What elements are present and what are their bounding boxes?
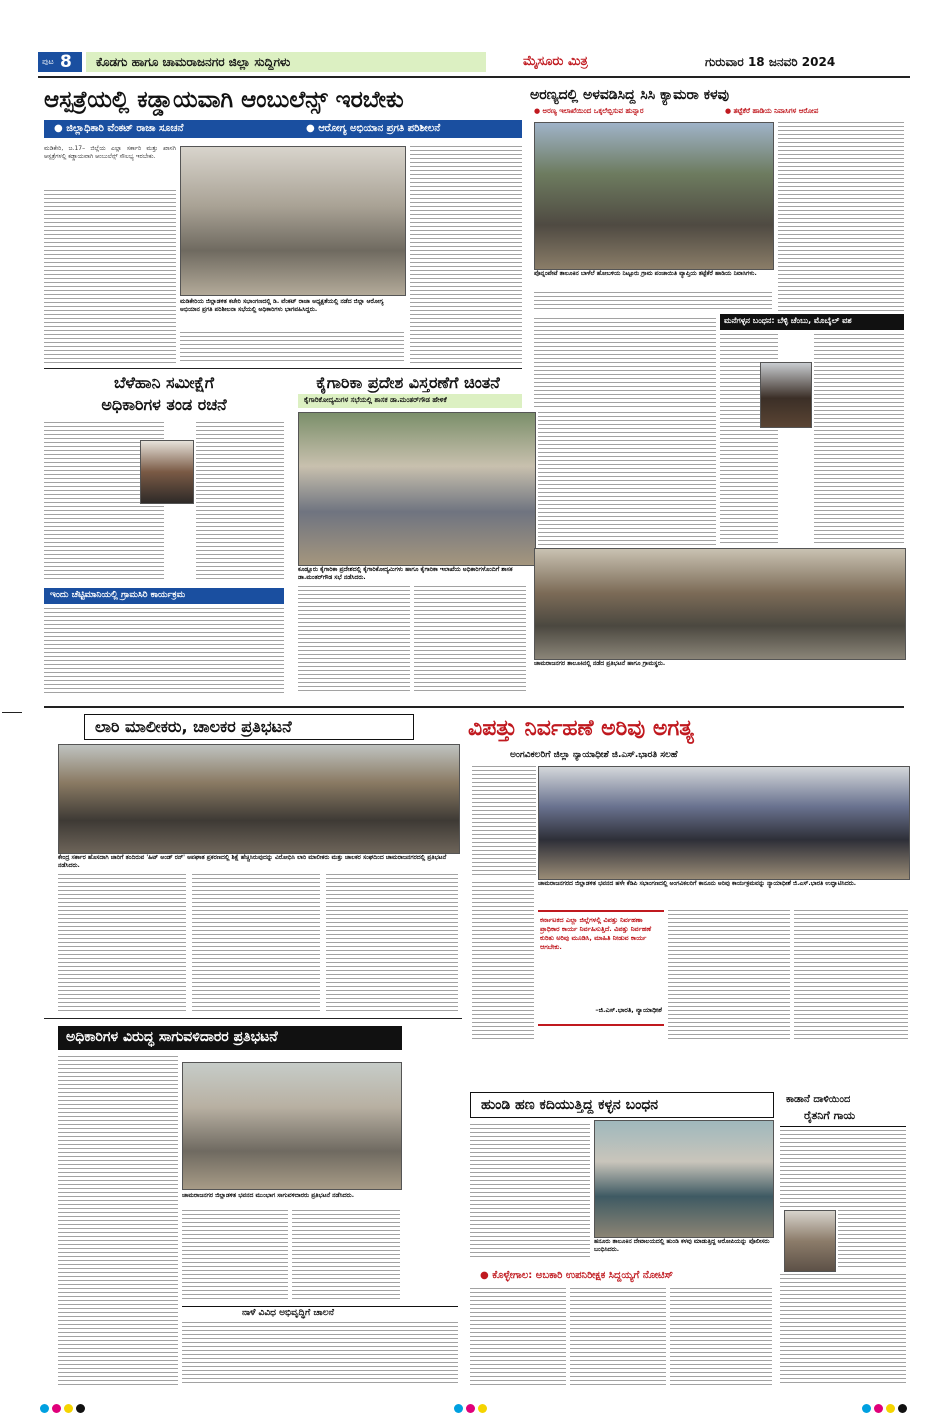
registration-dot-yellow-left <box>64 1404 73 1413</box>
lorry-protest-photo <box>58 744 460 854</box>
industry-body-right <box>414 586 526 694</box>
ambulance-subhead-2: ● ಆರೋಗ್ಯ ಅಭಿಯಾನ ಪ್ರಗತಿ ಪರಿಶೀಲನೆ <box>306 123 441 134</box>
arrest-headline: ಮನೆಗಳ್ಳನ ಬಂಧನ: ಬೆಳ್ಳಿ ಚೆಂಬು, ಮೊಬೈಲ್ ವಶ <box>724 316 852 325</box>
protest-body-col2 <box>182 1210 288 1302</box>
protest-crowd-photo <box>182 1062 402 1190</box>
protest-body-col1 <box>58 1056 178 1386</box>
page-number-badge <box>38 52 82 72</box>
tomorrow-body <box>182 1322 458 1386</box>
cctv-subhead-2: ● ತಟ್ಟೆಕೆರೆ ಹಾಡಿಯ ನಿವಾಸಿಗಳ ಆರೋಪ <box>725 107 819 115</box>
disaster-body-top <box>472 766 536 878</box>
kollegal-body-col3 <box>670 1288 772 1386</box>
arrest-suspect-photo <box>760 362 812 428</box>
kollegal-body-col1 <box>470 1288 566 1386</box>
cctv-headline: ಅರಣ್ಯದಲ್ಲಿ ಅಳವಡಿಸಿದ್ದ ಸಿಸಿ ಕ್ಯಾಮರಾ ಕಳವು <box>530 87 730 103</box>
elephant-headline-box <box>780 1092 906 1127</box>
arrest-body-right <box>814 334 904 544</box>
elephant-body-side <box>838 1210 906 1270</box>
protest-photo-caption: ಚಾಮರಾಜನಗರ ಜಿಲ್ಲಾಡಳಿತ ಭವನದ ಮುಂಭಾಗ ಸಾಗುವಳಿದಾರರು ಪ್ರತಿಭಟನೆ ನಡೆಸಿದರು. <box>182 1192 354 1199</box>
elephant-body-bottom <box>780 1274 906 1386</box>
tomorrow-headline: ನಾಳೆ ವಿವಿಧ ಅಭಿವೃದ್ಧಿಗೆ ಚಾಲನೆ <box>242 1308 334 1318</box>
registration-dot-black-right <box>898 1404 907 1413</box>
registration-dot-magenta-left <box>52 1404 61 1413</box>
tomorrow-headline-bar <box>182 1306 458 1321</box>
registration-dot-black-left <box>76 1404 85 1413</box>
elephant-headline-1: ಕಾಡಾನೆ ದಾಳಿಯಿಂದ <box>786 1094 851 1105</box>
divider-upper-half <box>44 706 904 708</box>
disaster-event-photo <box>538 766 910 880</box>
protest-body-col3 <box>292 1210 400 1302</box>
disaster-photo-caption: ಚಾಮರಾಜನಗರದ ಜಿಲ್ಲಾಡಳಿತ ಭವನದ ಹಳೇ ಕೆಡಿಪಿ ಸಭಾಂಗಣದಲ್ಲಿ ಅಂಗವಿಕಲರಿಗೆ ಕಾನೂನು ಅರಿವು ಕಾರ್ಯಕ್ರಮವನ್ನು ನ್ಯಾಯಾಧೀಶೆ ಜಿ.ಎಸ್.ಭಾರತಿ ಉದ್ಘಾಟಿಸಿದರು. <box>538 880 857 887</box>
cctv-subheads <box>530 104 902 118</box>
industry-headline: ಕೈಗಾರಿಕಾ ಪ್ರದೇಶ ವಿಸ್ತರಣೆಗೆ ಚಿಂತನೆ <box>316 373 500 392</box>
elephant-body-top <box>780 1130 906 1210</box>
industry-meeting-photo <box>298 412 536 566</box>
disaster-body-col4 <box>794 910 908 1042</box>
protest-headline: ಅಧಿಕಾರಿಗಳ ವಿರುದ್ಧ ಸಾಗುವಳಿದಾರರ ಪ್ರತಿಭಟನೆ <box>66 1029 278 1045</box>
lorry-body-col1 <box>58 874 186 1014</box>
arrest-group-caption: ಚಾಮರಾಜನಗರ ತಾಲೂಕಿನಲ್ಲಿ ನಡೆದ ಪ್ರತಿಭಟನೆ ಹಾಗೂ ಗ್ರಾಮಸ್ಥರು. <box>534 660 666 667</box>
cctv-body-right <box>778 122 904 312</box>
team-body-col2 <box>196 422 284 582</box>
divider-lower <box>44 1018 462 1019</box>
team-official-photo <box>140 440 194 504</box>
ambulance-photo-caption: ಮಡಿಕೇರಿಯ ಜಿಲ್ಲಾಡಳಿತ ಕಚೇರಿ ಸಭಾಂಗಣದಲ್ಲಿ ಡಿ. ವೆಂಕಟ್ ರಾಜಾ ಅಧ್ಯಕ್ಷತೆಯಲ್ಲಿ ನಡೆದ ಜಿಲ್ಲಾ ಆರೋಗ್ಯ ಅಭಿಯಾನ ಪ್ರಗತಿ ಪರಿಶೀಲನಾ ಸಭೆಯಲ್ಲಿ ಅಧಿಕಾರಿಗಳು ಭಾಗವಹಿಸಿದ್ದರು. <box>180 298 384 313</box>
crop-mark-left <box>2 712 22 713</box>
arrest-headline-bar <box>720 314 904 330</box>
cctv-residents-photo <box>534 122 774 270</box>
ambulance-subhead-1: ● ಜಿಲ್ಲಾಧಿಕಾರಿ ವೆಂಕಟ್ ರಾಜಾ ಸೂಚನೆ <box>54 123 184 134</box>
divider-ambulance <box>44 368 522 369</box>
disaster-headline: ವಿಪತ್ತು ನಿರ್ವಹಣೆ ಅರಿವು ಅಗತ್ಯ <box>468 716 694 741</box>
section-banner <box>86 52 486 72</box>
disaster-body-col2 <box>472 882 534 1042</box>
registration-dot-yellow-mid <box>478 1404 487 1413</box>
registration-dot-cyan-right <box>862 1404 871 1413</box>
cctv-body-bottom <box>534 292 772 312</box>
ambulance-body-col1 <box>44 190 176 364</box>
registration-dot-cyan-left <box>40 1404 49 1413</box>
cctv-continued <box>534 318 716 410</box>
industry-subhead-bar <box>298 394 522 408</box>
hundi-arrest-photo <box>594 1120 774 1238</box>
industry-photo-caption: ಕೂಡ್ಲೂರು ಕೈಗಾರಿಕಾ ಪ್ರದೇಶದಲ್ಲಿ ಕೈಗಾರಿಕೋದ್ಯಮಿಗಳು ಹಾಗೂ ಕೈಗಾರಿಕಾ ಇಲಾಖೆಯ ಅಧಿಕಾರಿಗಳೊಂದಿಗೆ ಶಾಸಕ ಡಾ.ಮಂತರ್‌ಗೌಡ ಸಭೆ ನಡೆಸಿದರು. <box>298 566 513 581</box>
cctv-photo-caption: ಪೊನ್ನಂಪೇಟೆ ತಾಲೂಕಿನ ಬಾಳೆಲೆ ಹೋಬಳಿಯ ನಿಟ್ಟೂರು ಗ್ರಾಮ ಪಂಚಾಯಿತಿ ವ್ಯಾಪ್ತಿಯ ತಟ್ಟೆಕೆರೆ ಹಾಡಿಯ ನಿವಾಸಿಗಳು. <box>534 270 757 277</box>
ambulance-meeting-photo <box>180 146 406 296</box>
ambulance-body-col2 <box>180 332 404 364</box>
hundi-headline: ಹುಂಡಿ ಹಣ ಕದಿಯುತ್ತಿದ್ದ ಕಳ್ಳನ ಬಂಧನ <box>481 1097 659 1113</box>
hundi-photo-caption: ಹನೂರು ತಾಲೂಕಿನ ದೇವಾಲಯದಲ್ಲಿ ಹುಂಡಿ ಕಳವು ಮಾಡುತ್ತಿದ್ದ ಆರೋಪಿಯನ್ನು ಪೊಲೀಸರು ಬಂಧಿಸಿದರು. <box>594 1238 770 1253</box>
arrest-group-photo <box>534 548 906 660</box>
disaster-subhead: ಅಂಗವಿಕಲರಿಗೆ ಜಿಲ್ಲಾ ನ್ಯಾಯಾಧೀಶೆ ಜಿ.ಎಸ್.ಭಾರತಿ ಸಲಹೆ <box>510 750 678 760</box>
lorry-body-col3 <box>326 874 458 1014</box>
team-headline-1: ಬೆಳೆಹಾನಿ ಸಮೀಕ್ಷೆಗೆ <box>113 373 215 392</box>
registration-dot-magenta-right <box>874 1404 883 1413</box>
issue-date: ಗುರುವಾರ 18 ಜನವರಿ 2024 <box>705 55 836 69</box>
page-number: 8 <box>60 52 72 72</box>
lorry-photo-caption: ಕೇಂದ್ರ ಸರ್ಕಾರ ಹೊಸದಾಗಿ ಜಾರಿಗೆ ತಂದಿರುವ 'ಹಿಟ್ ಅಂಡ್ ರನ್' ಅಪಘಾತ ಪ್ರಕರಣದಲ್ಲಿ ಶಿಕ್ಷೆ ಹೆಚ್ಚಿಸಿರುವುದನ್ನು ವಿರೋಧಿಸಿ ಲಾರಿ ಮಾಲೀಕರು ಮತ್ತು ಚಾಲಕರ ಸಂಘದಿಂದ ಚಾಮರಾಜನಗರದಲ್ಲಿ ಪ್ರತಿಭಟನೆ ನಡೆಸಿದರು. <box>58 854 447 869</box>
disaster-body-col3 <box>668 910 790 1042</box>
hundi-body-left <box>470 1124 590 1260</box>
kollegal-headline: ● ಕೊಳ್ಳೇಗಾಲ: ಅಬಕಾರಿ ಉಪನಿರೀಕ್ಷಕ ಸಿದ್ದಯ್ಯಗೆ ನೋಟಿಸ್ <box>480 1270 674 1281</box>
kollegal-body-col2 <box>570 1288 666 1386</box>
section-title: ಕೊಡಗು ಹಾಗೂ ಚಾಮರಾಜನಗರ ಜಿಲ್ಲಾ ಸುದ್ದಿಗಳು <box>96 55 291 69</box>
cctv-subhead-1: ● ಅರಣ್ಯ ಇಲಾಖೆಯಿಂದ ಒಕ್ಕಲೆಬ್ಬಿಸುವ ಹುನ್ನಾರ <box>534 107 644 115</box>
protest-headline-bar <box>58 1026 402 1050</box>
ambulance-subhead-bar <box>44 120 522 138</box>
masthead-rule <box>38 76 910 78</box>
disaster-quote-by: –ಜಿ.ಎಸ್.ಭಾರತಿ, ನ್ಯಾಯಾಧೀಶೆ <box>595 1006 662 1014</box>
elephant-victim-photo <box>784 1210 836 1272</box>
industry-body-left <box>298 586 410 694</box>
registration-dot-magenta-mid <box>466 1404 475 1413</box>
lorry-body-col2 <box>192 874 320 1014</box>
lorry-headline: ಲಾರಿ ಮಾಲೀಕರು, ಚಾಲಕರ ಪ್ರತಿಭಟನೆ <box>95 717 292 736</box>
lorry-headline-box <box>84 714 414 740</box>
hundi-headline-box <box>470 1092 774 1118</box>
industry-subhead: ಕೈಗಾರಿಕೋದ್ಯಮಿಗಳ ಸಭೆಯಲ್ಲಿ ಶಾಸಕ ಡಾ.ಮಂತರ್‌ಗೌಡ ಹೇಳಿಕೆ <box>304 396 447 404</box>
registration-dot-cyan-mid <box>454 1404 463 1413</box>
ambulance-lead: ಮಡಿಕೇರಿ, ಜ.17– ಜಿಲ್ಲೆಯ ಎಲ್ಲಾ ಸರ್ಕಾರಿ ಮತ್ತು ಖಾಸಗಿ ಆಸ್ಪತ್ರೆಗಳಲ್ಲಿ ಕಡ್ಡಾಯವಾಗಿ ಆಂಬುಲೆನ್ಸ್ ಸೌಲಭ್ಯ ಇರಬೇಕು. <box>44 145 176 160</box>
paper-name: ಮೈಸೂರು ಮಿತ್ರ <box>523 54 588 69</box>
ambulance-headline: ಆಸ್ಪತ್ರೆಯಲ್ಲಿ ಕಡ್ಡಾಯವಾಗಿ ಆಂಬುಲೆನ್ಸ್ ಇರಬೇಕು <box>44 87 404 113</box>
page-label: ಪುಟ <box>42 57 54 66</box>
village-headline: ಇಂದು ಚೆಟ್ಟಿಮಾನಿಯಲ್ಲಿ ಗ್ರಾಮಸಿರಿ ಕಾರ್ಯಕ್ರಮ <box>50 590 186 600</box>
ambulance-body-col3 <box>410 146 522 364</box>
village-body <box>44 608 284 694</box>
disaster-quote-box <box>538 910 664 1026</box>
village-headline-bar <box>44 588 284 604</box>
registration-dot-yellow-right <box>886 1404 895 1413</box>
elephant-headline-2: ರೈತನಿಗೆ ಗಾಯ <box>804 1109 856 1122</box>
team-headline-2: ಅಧಿಕಾರಿಗಳ ತಂಡ ರಚನೆ <box>101 395 227 414</box>
disaster-quote: ಕರ್ನಾಟಕದ ಎಲ್ಲಾ ಜಿಲ್ಲೆಗಳಲ್ಲಿ ವಿಪತ್ತು ನಿರ್ವಹಣಾ ಪ್ರಾಧಿಕಾರ ಕಾರ್ಯ ನಿರ್ವಹಿಸುತ್ತಿದೆ. ವಿಪತ್ತು ನಿರ್ವಹಣೆ ಕುರಿತು ಅರಿವು ಮೂಡಿಸಿ, ಮಾಹಿತಿ ನೀಡುವ ಕಾರ್ಯ ಆಗಬೇಕು. <box>540 916 652 951</box>
masthead <box>38 52 910 74</box>
